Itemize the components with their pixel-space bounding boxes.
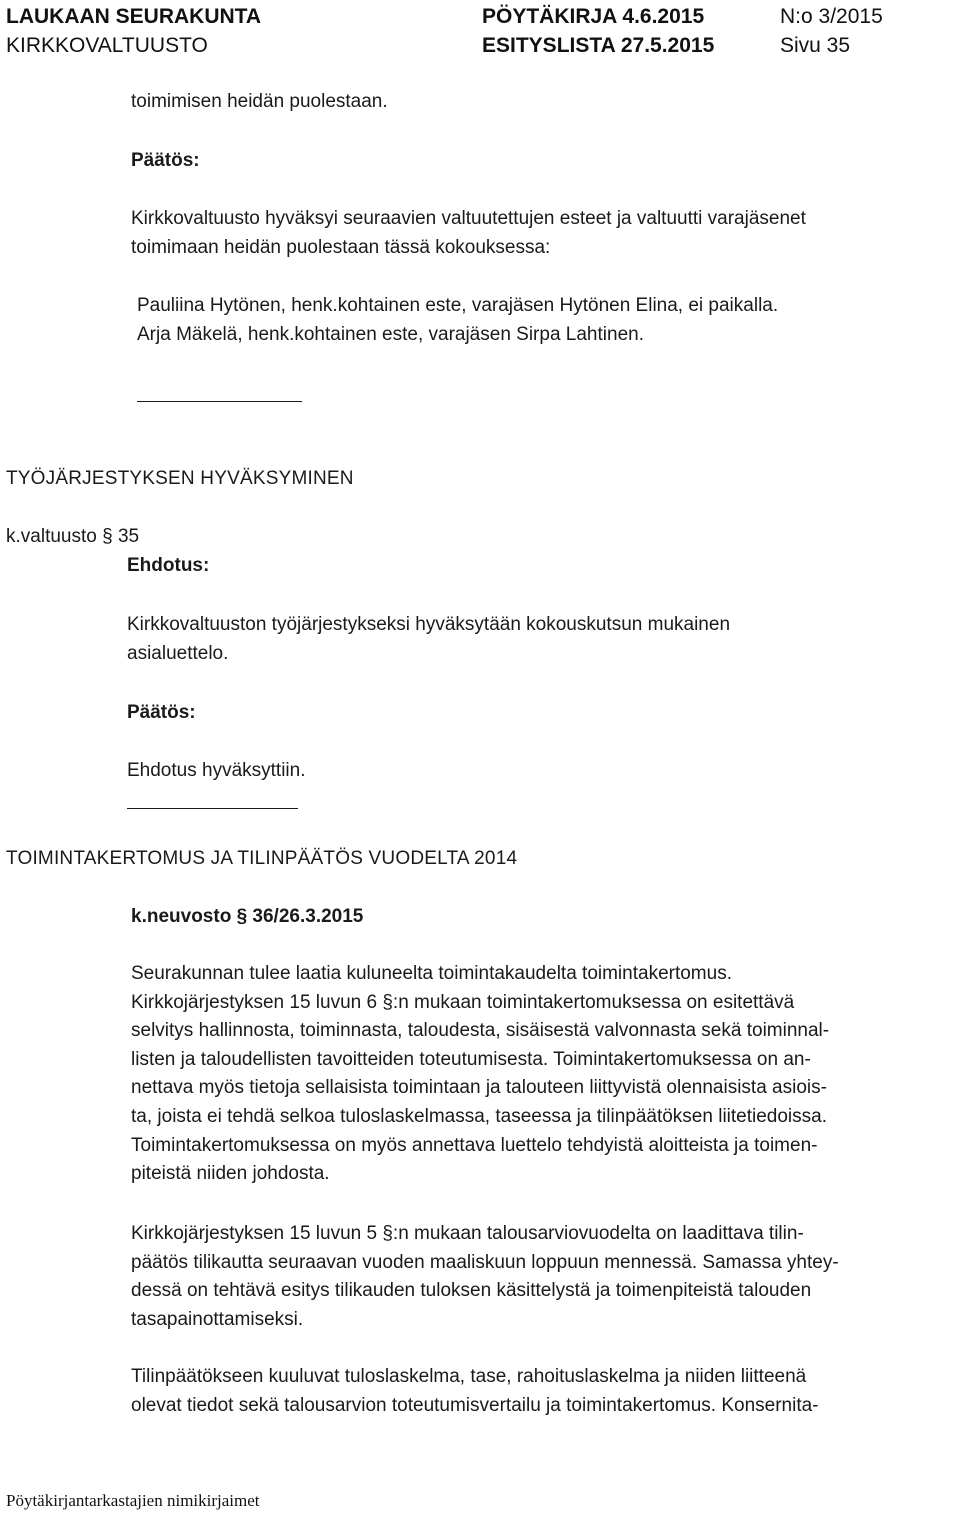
footer-signatures: Pöytäkirjantarkastajien nimikirjaimet [6, 1491, 260, 1510]
paragraph-line: Tilinpäätökseen kuuluvat tuloslaskelma, tase, rahoituslaskelma ja niiden liitteenä [131, 1366, 807, 1387]
substitute-item: Pauliina Hytönen, henk.kohtainen este, varajäsen Hytönen Elina, ei paikalla. [137, 295, 779, 316]
paragraph-line: Kirkkojärjestyksen 15 luvun 6 §:n mukaan toimintakertomuksessa on esitettävä [131, 991, 795, 1013]
decision-label: Päätös: [131, 150, 200, 171]
proposal-line: asialuettelo. [127, 643, 229, 664]
section-reference: k.valtuusto § 35 [6, 526, 140, 547]
section-title: TOIMINTAKERTOMUS JA TILINPÄÄTÖS VUODELTA 2014 [6, 848, 518, 869]
decision-line: toimimaan heidän puolestaan tässä kokouksessa: [131, 237, 551, 258]
section-divider [127, 808, 298, 809]
section-divider [137, 401, 302, 402]
paragraph-line: päätös tilikautta seuraavan vuoden maaliskuun loppuun mennessä. Samassa yhtey- [131, 1251, 839, 1273]
continuation-text: toimimisen heidän puolestaan. [131, 91, 388, 112]
paragraph [131, 1220, 931, 1334]
paragraph-line: Toimintakertomuksessa on myös annettava luettelo tehdyistä aloitteista ja toimen- [131, 1134, 818, 1156]
proposal-line: Kirkkovaltuuston työjärjestykseksi hyväksytään kokouskutsun mukainen [127, 614, 731, 635]
section-reference: k.neuvosto § 36/26.3.2015 [131, 906, 364, 927]
paragraph-line: listen ja taloudellisten tavoitteiden toteutumisesta. Toimintakertomuksessa on an- [131, 1048, 811, 1070]
paragraph-line: Seurakunnan tulee laatia kuluneelta toimintakaudelta toimintakertomus. [131, 963, 732, 984]
decision-text: Ehdotus hyväksyttiin. [127, 760, 306, 781]
decision-label: Päätös: [127, 702, 196, 723]
paragraph-line: ta, joista ei tehdä selkoa tuloslaskelmassa, taseessa ja tilinpäätöksen liitetiedoissa. [131, 1105, 827, 1127]
paragraph-line: Kirkkojärjestyksen 15 luvun 5 §:n mukaan talousarviovuodelta on laadittava tilin- [131, 1223, 804, 1244]
paragraph-line: dessä on tehtävä esitys tilikauden tuloksen käsittelystä ja toimenpiteistä talouden [131, 1280, 812, 1302]
substitute-item: Arja Mäkelä, henk.kohtainen este, varajäsen Sirpa Lahtinen. [137, 324, 644, 345]
decision-line: Kirkkovaltuusto hyväksyi seuraavien valtuutettujen esteet ja valtuutti varajäsenet [131, 208, 806, 229]
paragraph-line: nettava myös tietoja sellaisista toimintaan ja talouteen liittyvistä olennaisista asiois- [131, 1077, 827, 1099]
paragraph-line: tasapainottamiseksi. [131, 1308, 304, 1330]
section-title: TYÖJÄRJESTYKSEN HYVÄKSYMINEN [6, 468, 354, 489]
header-agenda: ESITYSLISTA 27.5.2015 [482, 34, 715, 57]
paragraph [131, 1363, 931, 1420]
paragraph-line: olevat tiedot sekä talousarvion toteutumisvertailu ja toimintakertomus. Konsernita- [131, 1394, 819, 1416]
paragraph [131, 960, 931, 1189]
paragraph-line: piteistä niiden johdosta. [131, 1163, 330, 1185]
header-page: Sivu 35 [780, 34, 851, 57]
header-org: LAUKAAN SEURAKUNTA [6, 5, 262, 28]
header-body: KIRKKOVALTUUSTO [6, 34, 208, 57]
proposal-label: Ehdotus: [127, 555, 210, 576]
header-minutes: PÖYTÄKIRJA 4.6.2015 [482, 5, 705, 28]
paragraph-line: selvitys hallinnosta, toiminnasta, taloudesta, sisäisestä valvonnasta sekä toiminnal- [131, 1020, 830, 1042]
header-number: N:o 3/2015 [780, 5, 883, 28]
